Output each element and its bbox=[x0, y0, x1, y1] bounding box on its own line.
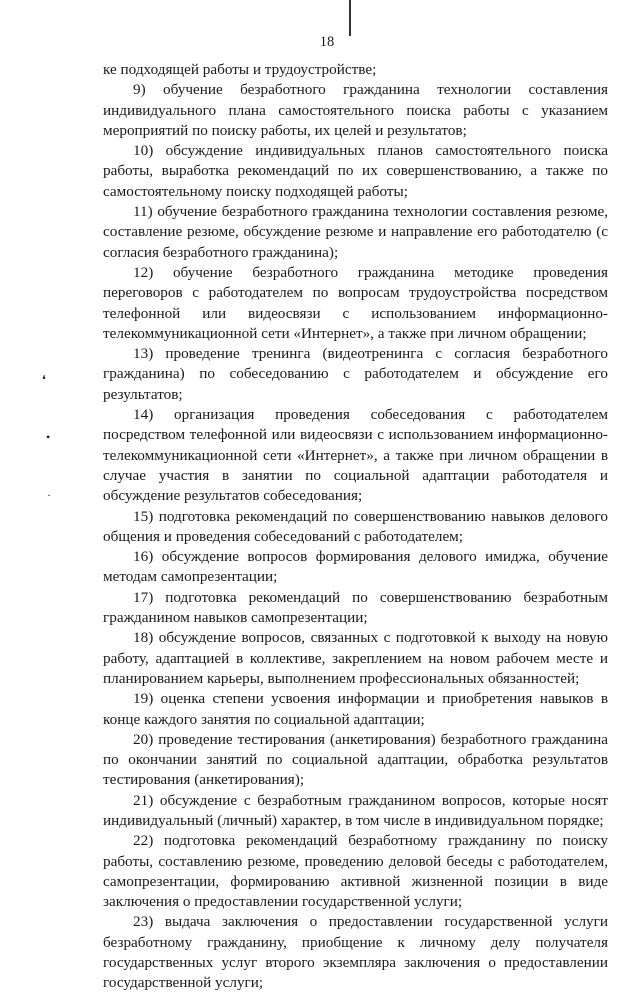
paragraph-item-11: 11) обучение безработного гражданина технологии составления резюме, составление резюме, обсуждение резюме и направление его работодателю (с согласия безработного гражданина); bbox=[103, 203, 608, 261]
paragraph-item-23: 23) выдача заключения о предоставлении государственной услуги безработному гражданину, приобщение к личному делу получателя государственных услуг второго экземпляра заключения о предоставлении государственной услуги; bbox=[103, 913, 608, 992]
paragraph-item-18: 18) обсуждение вопросов, связанных с подготовкой к выходу на новую работу, адаптацией в коллективе, закреплением на новом рабочем месте и планированием карьеры, выполнением профессиональных обязанностей; bbox=[103, 629, 608, 687]
paragraph-item-14: 14) организация проведения собеседования с работодателем посредством телефонной или видеосвязи с использованием информационно-телекоммуникационной сети «Интернет», а также при личном обращении в случае участия в занятии по социальной адаптации работодателя и обсуждение результатов собеседования; bbox=[103, 406, 608, 505]
paragraph-item-12: 12) обучение безработного гражданина методике проведения переговоров с работодателем по вопросам трудоустройства посредством телефонной или видеосвязи с использованием информационно-телекоммуникационной сети «Интернет», а также при личном обращении; bbox=[103, 263, 608, 342]
document-body bbox=[103, 60, 608, 994]
paragraph-item-15: 15) подготовка рекомендаций по совершенствованию навыков делового общения и проведения собеседований с работодателем; bbox=[103, 507, 608, 545]
paragraph-item-9: 9) обучение безработного гражданина технологии составления индивидуального плана самостоятельного поиска работы с указанием мероприятий по поиску работы, их целей и результатов; bbox=[103, 81, 608, 139]
paragraph-item-21: 21) обсуждение с безработным гражданином вопросов, которые носят индивидуальный (личный) характер, в том числе в индивидуальном порядке; bbox=[103, 791, 608, 829]
paragraph-item-20: 20) проведение тестирования (анкетирования) безработного гражданина по окончании занятий по социальной адаптации, обработка результатов тестирования (анкетирования); bbox=[103, 730, 608, 789]
paragraph-item-17: 17) подготовка рекомендаций по совершенствованию безработным гражданином навыков самопрезентации; bbox=[103, 588, 608, 627]
punch-line bbox=[349, 0, 351, 36]
paragraph-item-16: 16) обсуждение вопросов формирования делового имиджа, обучение методам самопрезентации; bbox=[103, 548, 608, 586]
paragraph-continuation: ке подходящей работы и трудоустройстве; bbox=[103, 61, 377, 78]
paragraph-item-13: 13) проведение тренинга (видеотренинга с согласия безработного гражданина) по собеседованию с работодателем и обсуждение его результатов; bbox=[103, 345, 608, 403]
paragraph-item-22: 22) подготовка рекомендаций безработному гражданину по поиску работы, составлению резюме, проведению деловой беседы с работодателем, самопрезентации, формированию активной жизненной позиции в виде заключения о предоставлении государственной услуги; bbox=[103, 832, 608, 911]
margin-mark: ❛ bbox=[42, 373, 46, 387]
page-number: 18 bbox=[319, 34, 335, 50]
paragraph-item-10: 10) обсуждение индивидуальных планов самостоятельного поиска работы, выработка рекомендаций по их совершенствованию, а также по самостоятельному поиску подходящей работы; bbox=[103, 142, 608, 200]
paragraph-item-19: 19) оценка степени усвоения информации и приобретения навыков в конце каждого занятия по социальной адаптации; bbox=[103, 690, 608, 728]
margin-mark: • bbox=[46, 430, 51, 444]
margin-mark: · bbox=[47, 488, 51, 502]
